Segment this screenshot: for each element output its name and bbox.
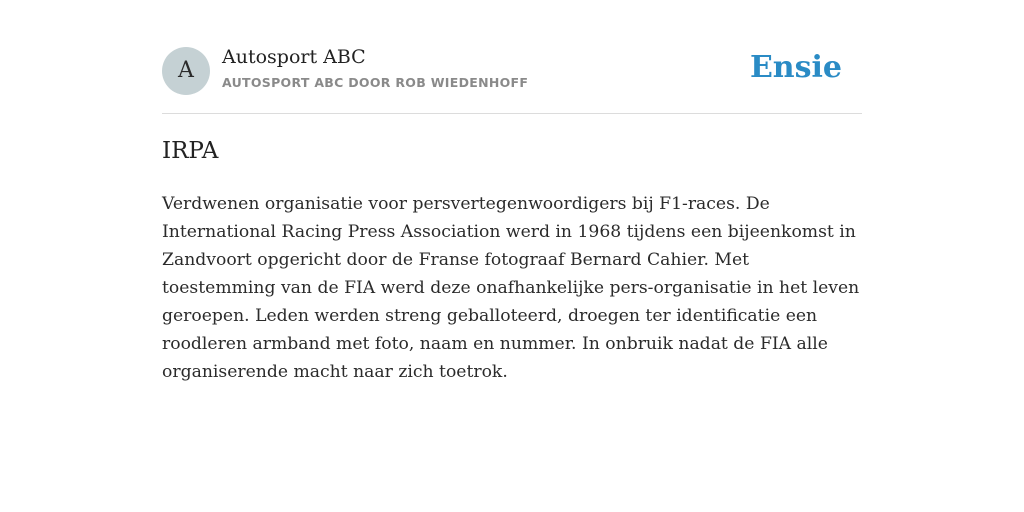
source-name[interactable]: Autosport ABC: [222, 46, 366, 68]
entry-title: IRPA: [162, 138, 219, 164]
source-avatar[interactable]: A: [162, 47, 210, 95]
entry-card: [162, 0, 862, 382]
entry-body: Verdwenen organisatie voor persvertegenwoordigers bij F1-races. De International Racing Press Association werd in 1968 tijdens een bijeenkomst in Zandvoort opgericht door de Franse fotograaf Bernard Cahier. Met toestemming van de FIA werd deze onafhankelijke pers-organisatie in het leven geroepen. Leden werden streng geballoteerd, droegen ter identificatie een roodleren armband met foto, naam en nummer. In onbruik nadat de FIA alle organiserende macht naar zich toetrok.: [162, 194, 860, 382]
source-author-line: AUTOSPORT ABC DOOR ROB WIEDENHOFF: [222, 75, 529, 90]
brand-logo[interactable]: Ensie: [749, 50, 842, 85]
source-header: [162, 0, 862, 114]
